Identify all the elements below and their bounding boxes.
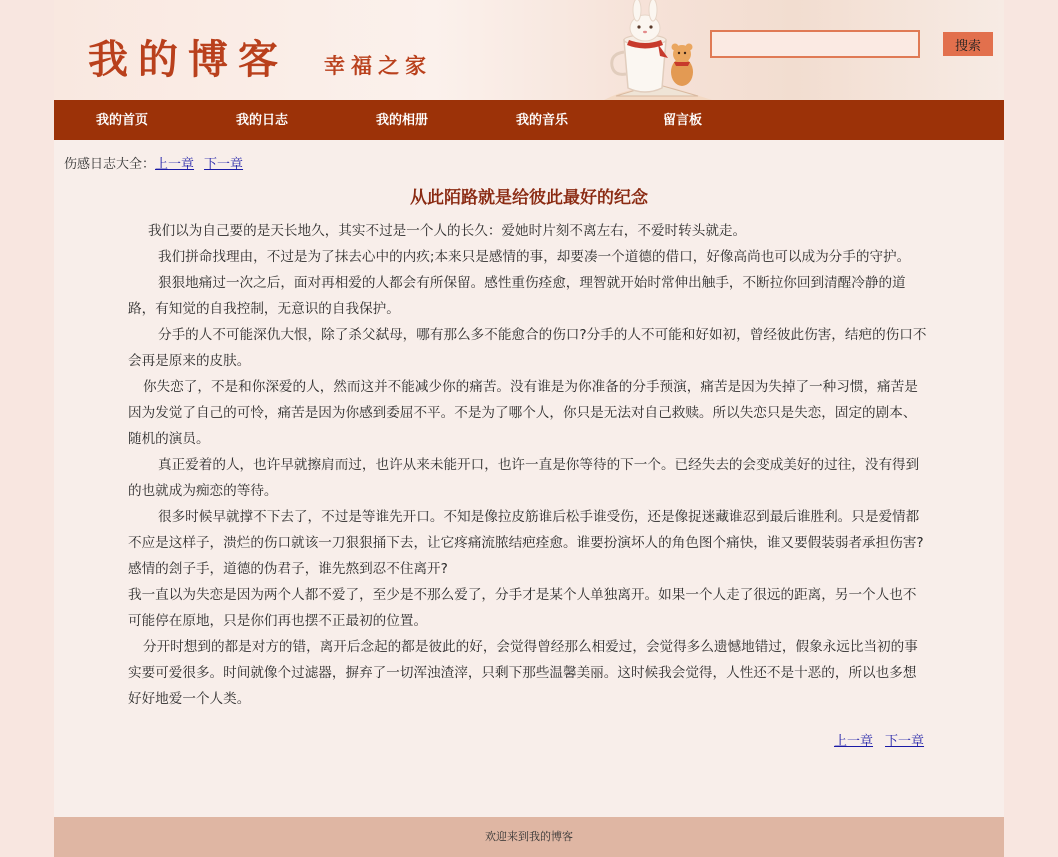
breadcrumb-label: 伤感日志大全： bbox=[64, 157, 156, 172]
page-container bbox=[54, 0, 1004, 857]
header-banner bbox=[54, 0, 1004, 100]
article-paragraph: 分开时想到的都是对方的错，离开后念起的都是彼此的好，会觉得曾经那么相爱过，会觉得多么遗憾地错过，假象永远比当初的事实要可爱很多。时间就像个过滤器，摒弃了一切浑浊渣滓，只剩下那些温馨美丽。这时候我会觉得，人性还不是十恶的，所以也多想好好地爱一个人类。 bbox=[128, 639, 918, 707]
site-logo[interactable]: 我的博客 bbox=[88, 36, 288, 83]
search-button[interactable]: 搜索 bbox=[943, 32, 993, 56]
breadcrumb bbox=[64, 153, 253, 172]
nav-item-home[interactable]: 我的首页 bbox=[96, 113, 149, 128]
footer bbox=[54, 817, 1004, 857]
site-subtitle: 幸福之家 bbox=[324, 53, 432, 78]
article-paragraph: 你失恋了，不是和你深爱的人，然而这并不能减少你的痛苦。没有谁是为你准备的分手预演，痛苦是因为失掉了一种习惯，痛苦是因为发觉了自己的可怜，痛苦是因为你感到委屈不平。不是为了哪个人，你只是无法对自己救赎。所以失恋只是失恋，固定的剧本、随机的演员。 bbox=[128, 379, 918, 447]
article-paragraph: 分手的人不可能深仇大恨，除了杀父弑母，哪有那么多不能愈合的伤口?分手的人不可能和好如初，曾经彼此伤害，结疤的伤口不会再是原来的皮肤。 bbox=[128, 327, 927, 369]
prev-chapter-link-bottom[interactable]: 上一章 bbox=[834, 734, 874, 749]
bottom-chapter-nav bbox=[822, 730, 924, 749]
next-chapter-link[interactable]: 下一章 bbox=[204, 157, 244, 172]
article-body bbox=[128, 218, 928, 712]
article-paragraph: 很多时候早就撑不下去了，不过是等谁先开口。不知是像拉皮筋谁后松手谁受伤，还是像捉迷藏谁忍到最后谁胜利。只是爱情都不应是这样子，溃烂的伤口就该一刀狠狠捅下去，让它疼痛流脓结疤痊愈。谁要扮演坏人的角色图个痛快，谁又要假装弱者承担伤害?感情的刽子手，道德的伪君子，谁先熬到忍不住离开? bbox=[128, 509, 924, 577]
search-input[interactable] bbox=[710, 30, 920, 58]
article-title: 从此陌路就是给彼此最好的纪念 bbox=[410, 188, 648, 208]
nav-item-music[interactable]: 我的音乐 bbox=[516, 113, 569, 128]
article-paragraph: 我们拼命找理由，不过是为了抹去心中的内疚;本来只是感情的事，却要凑一个道德的借口，好像高尚也可以成为分手的守护。 bbox=[158, 249, 911, 265]
article-paragraph: 我一直以为失恋是因为两个人都不爱了，至少是不那么爱了，分手才是某个人单独离开。如果一个人走了很远的距离，另一个人也不可能停在原地，只是你们再也摆不正最初的位置。 bbox=[128, 587, 917, 629]
main-nav bbox=[54, 100, 1004, 140]
article-paragraph: 我们以为自己要的是天长地久，其实不过是一个人的长久：爱她时片刻不离左右，不爱时转头就走。 bbox=[148, 223, 747, 239]
nav-item-guestbook[interactable]: 留言板 bbox=[663, 113, 703, 128]
next-chapter-link-bottom[interactable]: 下一章 bbox=[885, 734, 925, 749]
nav-item-diary[interactable]: 我的日志 bbox=[236, 113, 289, 128]
article-paragraph: 真正爱着的人，也许早就擦肩而过，也许从来未能开口，也许一直是你等待的下一个。已经失去的会变成美好的过往，没有得到的也就成为痴恋的等待。 bbox=[128, 457, 920, 499]
article-paragraph: 狠狠地痛过一次之后，面对再相爱的人都会有所保留。感性重伤痊愈，理智就开始时常伸出触手，不断拉你回到清醒冷静的道路，有知觉的自我控制，无意识的自我保护。 bbox=[128, 275, 906, 317]
footer-text: 欢迎来到我的博客 bbox=[485, 830, 573, 843]
nav-item-album[interactable]: 我的相册 bbox=[376, 113, 429, 128]
prev-chapter-link[interactable]: 上一章 bbox=[155, 157, 195, 172]
